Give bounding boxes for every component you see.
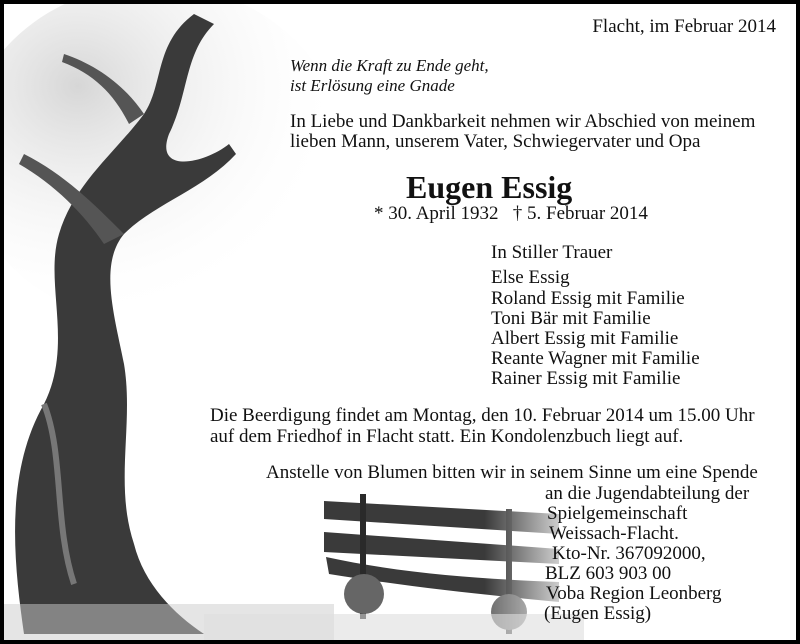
deceased-name: Eugen Essig xyxy=(406,169,573,205)
donation-line: Anstelle von Blumen bitten wir in seinem Sinne um eine Spende xyxy=(266,462,758,483)
bench-icon xyxy=(204,484,584,644)
tree-icon xyxy=(4,4,344,644)
intro-line-2: lieben Mann, unserem Vater, Schwiegervater und Opa xyxy=(290,131,701,152)
intro-line-1: In Liebe und Dankbarkeit nehmen wir Abschied von meinem xyxy=(290,111,756,132)
mourner: Toni Bär mit Familie xyxy=(491,308,651,329)
mourner: Rainer Essig mit Familie xyxy=(491,368,681,389)
donation-line: Voba Region Leonberg xyxy=(546,583,722,604)
funeral-line-1: Die Beerdigung findet am Montag, den 10. Februar 2014 um 15.00 Uhr xyxy=(210,405,755,426)
mourner: Reante Wagner mit Familie xyxy=(491,348,700,369)
mourner: Else Essig xyxy=(491,267,570,288)
donation-line: BLZ 603 903 00 xyxy=(545,563,672,584)
donation-line: an die Jugendabteilung der xyxy=(545,483,750,504)
life-dates: * 30. April 1932 † 5. Februar 2014 xyxy=(374,203,648,224)
funeral-line-2: auf dem Friedhof in Flacht statt. Ein Kondolenzbuch liegt auf. xyxy=(210,426,684,447)
mourner: Albert Essig mit Familie xyxy=(491,328,679,349)
mourners-heading: In Stiller Trauer xyxy=(491,242,613,263)
mourner: Roland Essig mit Familie xyxy=(491,288,685,309)
place-date: Flacht, im Februar 2014 xyxy=(592,16,776,37)
donation-line: Weissach-Flacht. xyxy=(549,523,679,544)
donation-line: Spielgemeinschaft xyxy=(547,503,688,524)
quote-line-2: ist Erlösung eine Gnade xyxy=(290,76,455,95)
donation-line: Kto-Nr. 367092000, xyxy=(552,543,706,564)
quote-line-1: Wenn die Kraft zu Ende geht, xyxy=(290,56,489,75)
donation-line: (Eugen Essig) xyxy=(544,603,652,624)
